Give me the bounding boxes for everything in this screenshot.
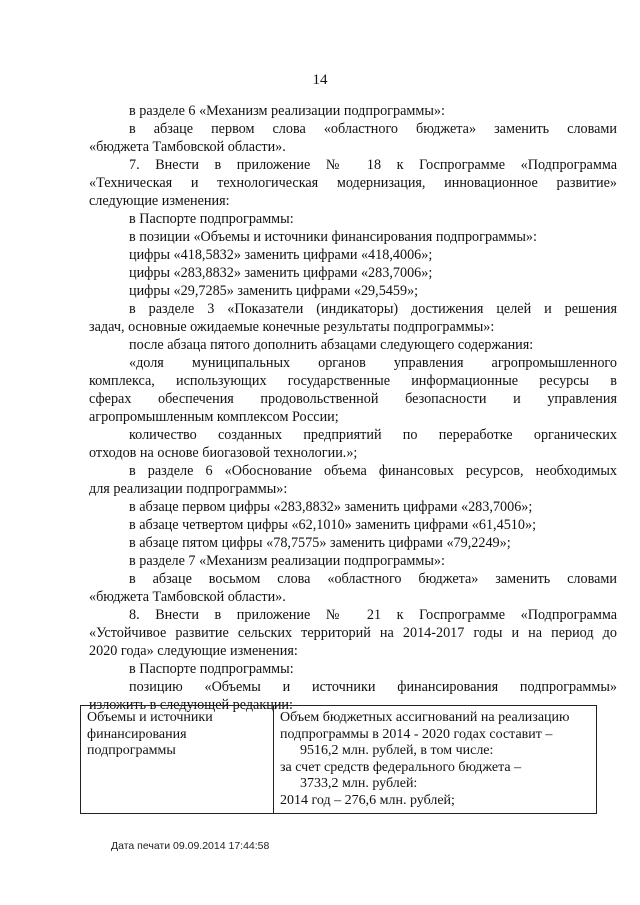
text-line: 8. Внести в приложение № 21 к Госпрограмме «Подпрограмма xyxy=(129,607,617,623)
cell-line: Объем бюджетных ассигнований на реализацию xyxy=(280,710,570,725)
text-line: в разделе 6 «Обоснование объема финансовых ресурсов, необходимых xyxy=(129,463,617,479)
table-row xyxy=(81,706,597,814)
text-line: изложить в следующей редакции: xyxy=(89,697,293,713)
print-date-footer: Дата печати 09.09.2014 17:44:58 xyxy=(111,840,270,852)
text-line: в абзаце четвертом цифры «62,1010» заменить цифрами «61,4510»; xyxy=(129,517,537,533)
text-line: 7. Внести в приложение № 18 к Госпрограмме «Подпрограмма xyxy=(129,157,617,173)
text-line: в позиции «Объемы и источники финансирования подпрограммы»: xyxy=(129,229,537,245)
cell-line: финансирования xyxy=(87,726,187,742)
cell-line: подпрограммы в 2014 - 2020 годах составит – xyxy=(280,726,553,742)
text-line: в абзаце первом цифры «283,8832» заменить цифрами «283,7006»; xyxy=(129,499,533,515)
text-line: следующие изменения: xyxy=(89,193,230,209)
text-line: в разделе 7 «Механизм реализации подпрограммы»: xyxy=(129,553,445,569)
text-line: в разделе 6 «Механизм реализации подпрограммы»: xyxy=(129,103,445,119)
text-line: цифры «283,8832» заменить цифрами «283,7006»; xyxy=(129,265,433,281)
text-line: «бюджета Тамбовской области». xyxy=(89,139,286,155)
page-number: 14 xyxy=(312,72,328,88)
text-line: позицию «Объемы и источники финансирования подпрограммы» xyxy=(129,679,617,695)
text-line: «бюджета Тамбовской области». xyxy=(89,589,286,605)
text-line: после абзаца пятого дополнить абзацами следующего содержания: xyxy=(129,337,534,353)
cell-line: подпрограммы xyxy=(87,743,176,758)
text-line: в Паспорте подпрограммы: xyxy=(129,661,294,677)
text-line: количество созданных предприятий по переработке органических xyxy=(129,427,617,443)
text-line: сферах обеспечения продовольственной безопасности и управления xyxy=(89,391,617,407)
cell-line: 9516,2 млн. рублей, в том числе: xyxy=(300,743,494,758)
text-line: в абзаце пятом цифры «78,7575» заменить цифрами «79,2249»; xyxy=(129,535,511,551)
text-line: в разделе 3 «Показатели (индикаторы) достижения целей и решения xyxy=(129,301,617,317)
cell-line: за счет средств федерального бюджета – xyxy=(280,759,522,775)
cell-line: Объемы и источники xyxy=(87,710,213,725)
text-line: для реализации подпрограммы»: xyxy=(89,481,288,497)
text-line: цифры «418,5832» заменить цифрами «418,4006»; xyxy=(129,247,433,263)
text-line: отходов на основе биогазовой технологии.»; xyxy=(89,445,358,461)
table-cell-label xyxy=(81,706,274,814)
text-line: цифры «29,7285» заменить цифрами «29,5459»; xyxy=(129,283,419,299)
text-line: 2020 года» следующие изменения: xyxy=(89,643,298,659)
text-line: «доля муниципальных органов управления агропромышленного xyxy=(129,355,617,371)
text-line: «Техническая и технологическая модернизация, инновационное развитие» xyxy=(89,175,617,191)
text-line: комплекса, использующих государственные информационные ресурсы в xyxy=(89,373,617,389)
text-line: в абзаце восьмом слова «областного бюджета» заменить словами xyxy=(129,571,617,587)
cell-line: 2014 год – 276,6 млн. рублей; xyxy=(280,792,455,808)
text-line: в абзаце первом слова «областного бюджета» заменить словами xyxy=(129,121,617,137)
text-line: в Паспорте подпрограммы: xyxy=(129,211,294,227)
text-line: задач, основные ожидаемые конечные результаты подпрограммы»: xyxy=(89,319,495,335)
passport-table xyxy=(80,705,597,814)
text-line: агропромышленным комплексом России; xyxy=(89,409,339,425)
text-line: «Устойчивое развитие сельских территорий на 2014-2017 годы и на период до xyxy=(89,625,617,641)
cell-line: 3733,2 млн. рублей: xyxy=(300,776,418,791)
table-cell-value xyxy=(274,706,597,814)
